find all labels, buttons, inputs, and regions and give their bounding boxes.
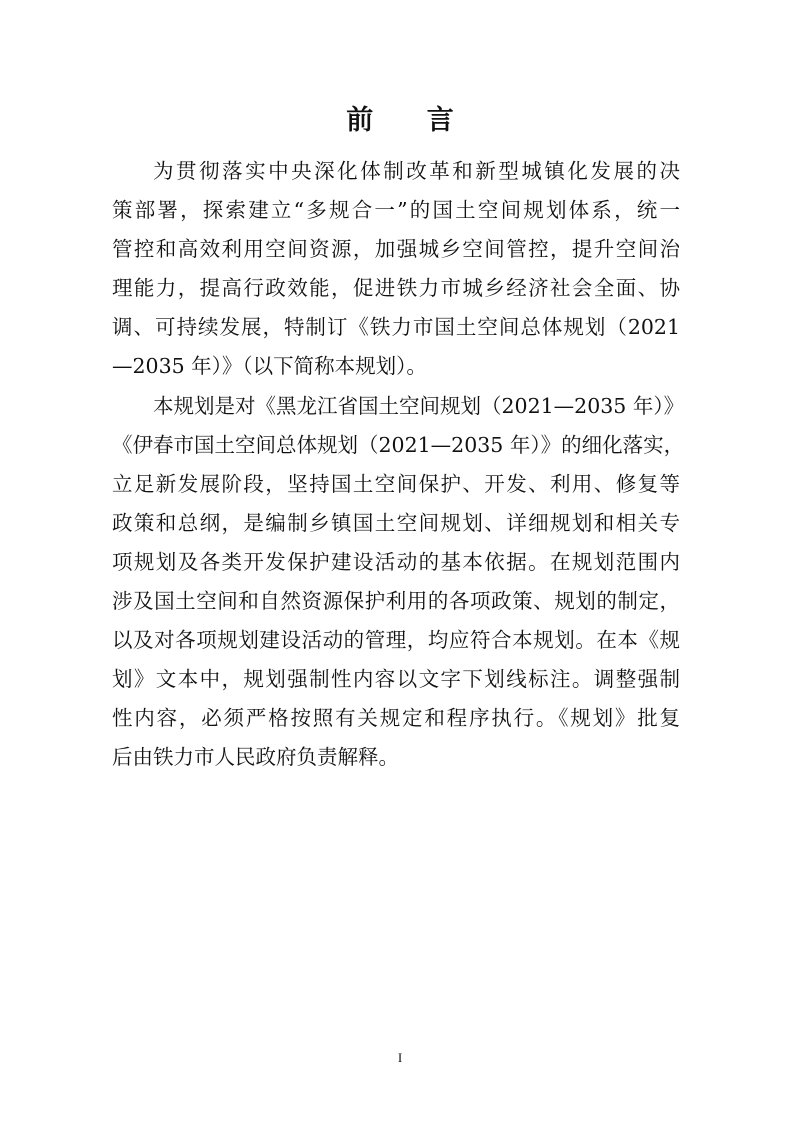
text-line: 管控和高效利用空间资源，加强城乡空间管控，提升空间治 bbox=[112, 237, 680, 262]
text-line: 涉及国土空间和自然资源保护利用的各项政策、规划的制定， bbox=[112, 589, 680, 614]
page-title: 前 言 bbox=[346, 105, 476, 136]
text-line: 性内容，必须严格按照有关规定和程序执行。《规划》批复 bbox=[112, 706, 680, 731]
text-line: 以及对各项规划建设活动的管理，均应符合本规划。在本《规 bbox=[112, 628, 680, 653]
text-line: —2035 年）》（以下简称本规划）。 bbox=[112, 354, 427, 379]
text-line: 立足新发展阶段，坚持国土空间保护、开发、利用、修复等 bbox=[112, 471, 680, 496]
text-line: 政策和总纲，是编制乡镇国土空间规划、详细规划和相关专 bbox=[112, 510, 680, 535]
text-line: 策部署，探索建立“多规合一”的国土空间规划体系，统一 bbox=[112, 198, 680, 223]
text-line: 为贯彻落实中央深化体制改革和新型城镇化发展的决 bbox=[153, 159, 680, 183]
paragraph bbox=[112, 152, 680, 387]
text-line: 项规划及各类开发保护建设活动的基本依据。在规划范围内 bbox=[112, 549, 680, 574]
paragraph bbox=[112, 387, 685, 778]
text-line: 理能力，提高行政效能，促进铁力市城乡经济社会全面、协 bbox=[112, 276, 680, 301]
body-text bbox=[112, 152, 685, 778]
text-line: 后由铁力市人民政府负责解释。 bbox=[112, 745, 399, 770]
text-line: 调、可持续发展，特制订《铁力市国土空间总体规划（2021 bbox=[112, 315, 680, 340]
text-line: 本规划是对《黑龙江省国土空间规划（2021—2035 年）》 bbox=[153, 393, 685, 418]
text-line: 划》文本中，规划强制性内容以文字下划线标注。调整强制 bbox=[112, 667, 680, 692]
page-number: I bbox=[397, 1050, 403, 1065]
text-line: 《伊春市国土空间总体规划（2021—2035 年）》的细化落实， bbox=[112, 432, 685, 457]
